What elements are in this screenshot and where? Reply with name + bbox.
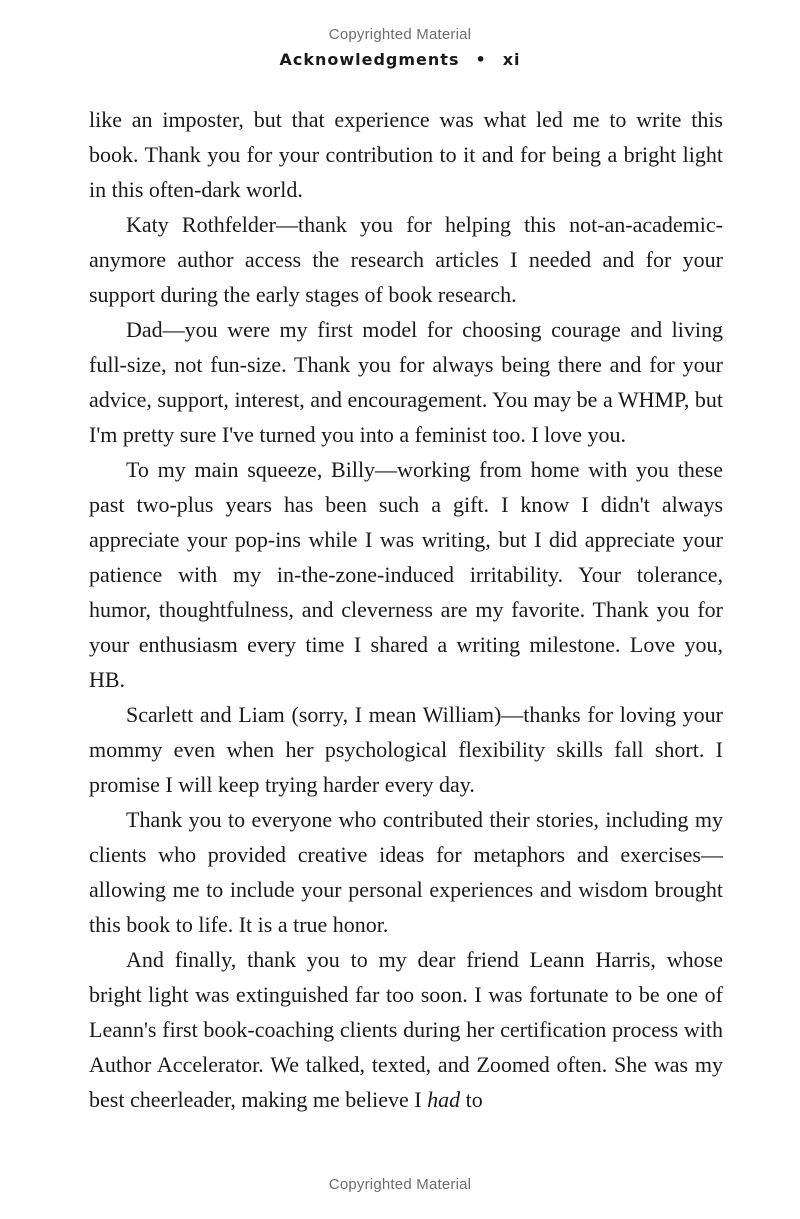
section-title: Acknowledgments: [279, 50, 460, 69]
copyright-watermark-bottom: Copyrighted Material: [328, 1176, 472, 1193]
copyright-watermark-top: Copyrighted Material: [328, 26, 472, 43]
running-header: [0, 50, 800, 69]
paragraph-contributors: Thank you to everyone who contributed their stories, including my clients who provided creative ideas for metaphors and exercises—allowing me to include your personal experiences and wisdom brought this book to life. It is a true honor.: [89, 807, 723, 937]
paragraph-continuation: like an imposter, but that experience was what led me to write this book. Thank you for your contribution to it and for being a bright light in this often-dark world.: [89, 107, 723, 202]
paragraph-billy: To my main squeeze, Billy—working from home with you these past two-plus years has been such a gift. I know I didn't always appreciate your pop-ins while I was writing, but I did appreciate your patience with my in-the-zone-induced irritability. Your tolerance, humor, thoughtfulness, and cleverness are my favorite. Thank you for your enthusiasm every time I shared a writing milestone. Love you, HB.: [89, 457, 723, 692]
leann-text-end: to: [460, 1087, 483, 1112]
emphasis-had: had: [427, 1087, 461, 1112]
leann-text-start: And finally, thank you to my dear friend Leann Harris, whose bright light was extinguished far too soon. I was fortunate to be one of Leann's first book-coaching clients during her certification process with Author Accelerator. We talked, texted, and Zoomed often. She was my best cheerleader, making me believe I: [89, 947, 723, 1112]
paragraph-children: Scarlett and Liam (sorry, I mean William)—thanks for loving your mommy even when her psychological flexibility skills fall short. I promise I will keep trying harder every day.: [89, 702, 723, 797]
page-body: [89, 102, 723, 1117]
paragraph-katy: Katy Rothfelder—thank you for helping this not-an-academic-anymore author access the research articles I needed and for your support during the early stages of book research.: [89, 212, 723, 307]
header-separator: •: [475, 50, 487, 69]
paragraph-leann: [89, 942, 723, 1117]
paragraph-dad: Dad—you were my first model for choosing courage and living full-size, not fun-size. Thank you for always being there and for your advice, support, interest, and encouragement. You may be a WHMP, but I'm pretty sure I've turned you into a feminist too. I love you.: [89, 317, 723, 447]
page-number: xi: [502, 50, 521, 69]
